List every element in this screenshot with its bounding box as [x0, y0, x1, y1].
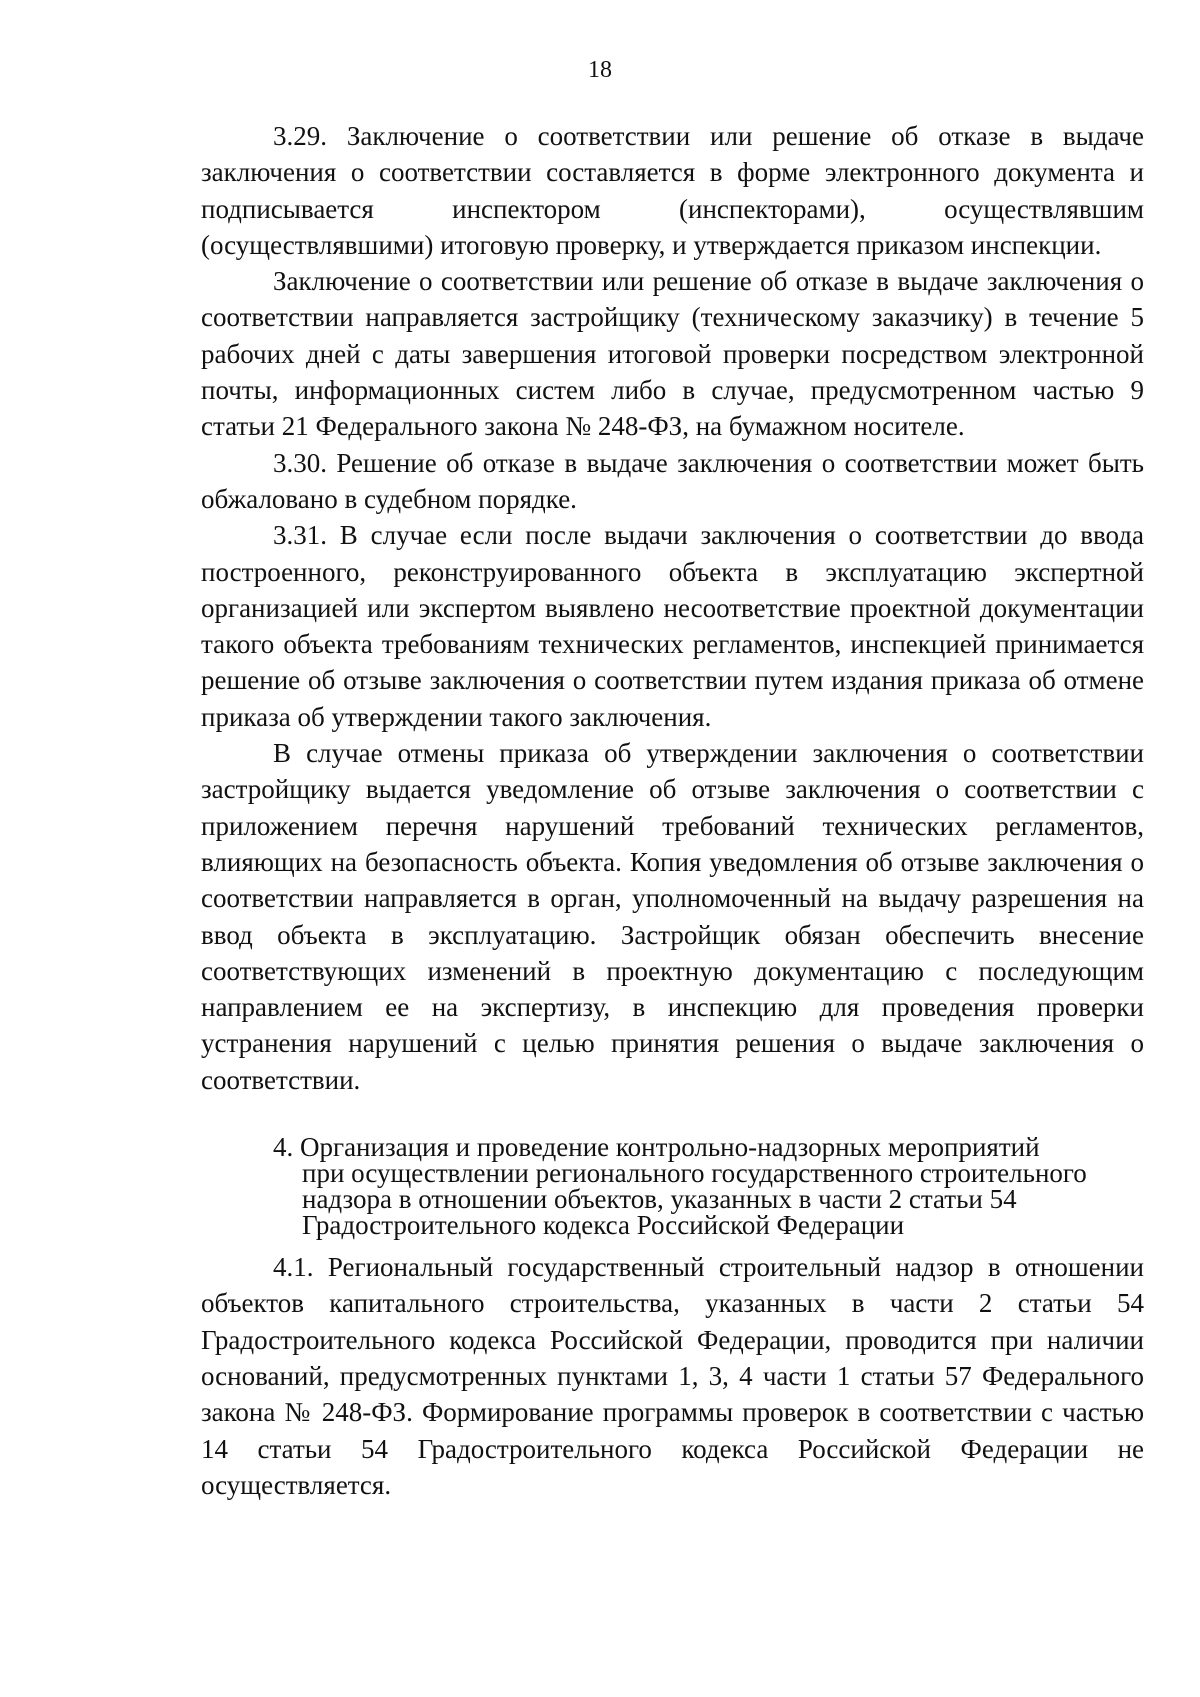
heading-line: Градостроительного кодекса Российской Федерации [302, 1210, 905, 1241]
section-4-heading [201, 1132, 1144, 1241]
paragraph-3-31-continued: В случае отмены приказа об утверждении заключения о соответствии застройщику выдается уведомление об отзыве заключения о соответствии с приложением перечня нарушений требований технических регламентов, влияющих на безопасность объекта. Копия уведомления об отзыве заключения о соответствии направляется в орган, уполномоченный на выдачу разрешения на ввод объекта в эксплуатацию. Застройщик обязан обеспечить внесение соответствующих изменений в проектную документацию с последующим направлением ее на экспертизу, в инспекцию для проведения проверки устранения нарушений с целью принятия решения о выдаче заключения о соответствии. [201, 738, 1144, 1095]
paragraph-4-1: 4.1. Региональный государственный строительный надзор в отношении объектов капитального строительства, указанных в части 2 статьи 54 Градостроительного кодекса Российской Федерации, проводится при наличии оснований, предусмотренных пунктами 1, 3, 4 части 1 статьи 57 Федерального закона № 248-ФЗ. Формирование программы проверок в соответствии с частью 14 статьи 54 Градостроительного кодекса Российской Федерации не осуществляется. [201, 1252, 1144, 1500]
paragraph-3-30: 3.30. Решение об отказе в выдаче заключения о соответствии может быть обжаловано в судебном порядке. [201, 447, 1144, 514]
heading-line: надзора в отношении объектов, указанных в части 2 статьи 54 [302, 1184, 1017, 1215]
heading-line: 4. Организация и проведение контрольно-надзорных мероприятий [273, 1132, 1040, 1163]
page-number: 18 [588, 57, 612, 83]
heading-line: при осуществлении регионального государственного строительного [302, 1158, 1087, 1189]
paragraph-3-29: 3.29. Заключение о соответствии или решение об отказе в выдаче заключения о соответствии составляется в форме электронного документа и подписывается инспектором (инспекторами), осуществлявшим (осуществлявшими) итоговую проверку, и утверждается приказом инспекции. [201, 121, 1144, 260]
paragraph-3-29-continued: Заключение о соответствии или решение об отказе в выдаче заключения о соответствии направляется застройщику (техническому заказчику) в течение 5 рабочих дней с даты завершения итоговой проверки посредством электронной почты, информационных систем либо в случае, предусмотренном частью 9 статьи 21 Федерального закона № 248-ФЗ, на бумажном носителе. [201, 266, 1144, 442]
document-body [201, 118, 1144, 1503]
paragraph-3-31: 3.31. В случае если после выдачи заключения о соответствии до ввода построенного, реконструированного объекта в эксплуатацию экспертной организацией или экспертом выявлено несоответствие проектной документации такого объекта требованиям технических регламентов, инспекцией принимается решение об отзыве заключения о соответствии путем издания приказа об отмене приказа об утверждении такого заключения. [201, 520, 1144, 732]
